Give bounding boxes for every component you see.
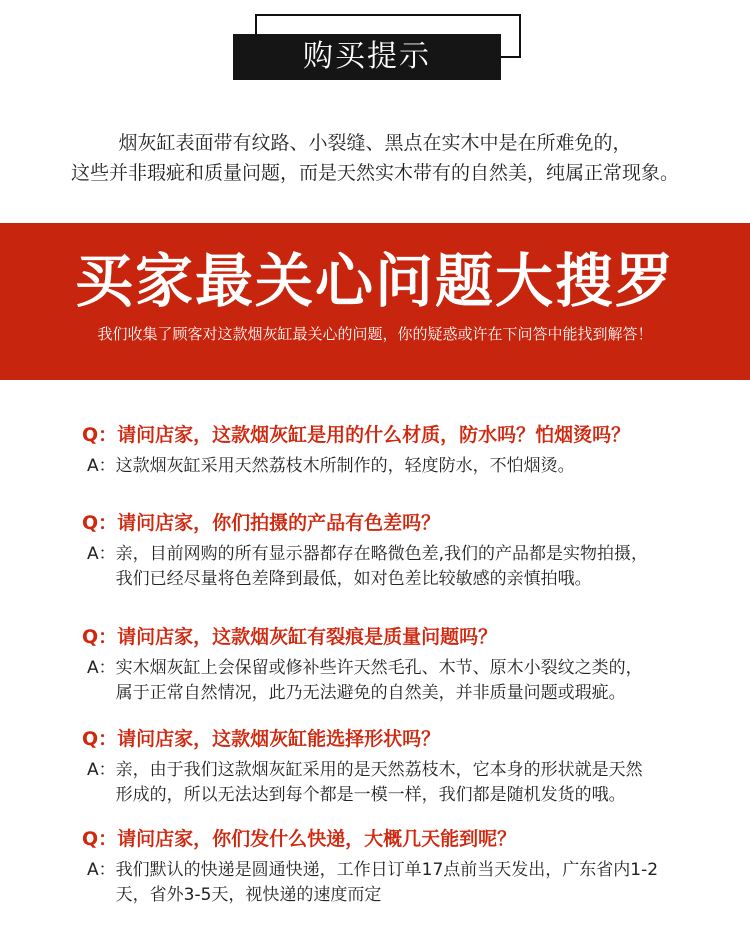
faq-banner	[0, 223, 750, 380]
answer-line: 天，省外3-5天，视快递的速度而定	[115, 885, 382, 905]
faq-question: Q：请问店家，这款烟灰缸是用的什么材质，防水吗？怕烟烫吗？	[82, 424, 631, 446]
banner-subtitle: 我们收集了顾客对这款烟灰缸最关心的问题，你的疑惑或许在下问答中能找到解答！	[97, 325, 653, 343]
answer-prefix: A：	[87, 658, 116, 678]
answer-line: 这款烟灰缸采用天然荔枝木所制作的，轻度防水，不怕烟烫。	[115, 456, 575, 476]
answer-line: 形成的，所以无法达到每个都是一模一样，我们都是随机发货的哦。	[115, 785, 626, 805]
faq-answer	[87, 858, 658, 908]
header	[0, 0, 750, 100]
answer-prefix: A：	[87, 860, 116, 880]
answer-line: 亲，由于我们这款烟灰缸采用的是天然荔枝木，它本身的形状就是天然	[115, 760, 643, 780]
answer-prefix: A：	[87, 456, 116, 476]
purchase-notice	[0, 128, 750, 188]
banner-title: 买家最关心问题大搜罗	[74, 247, 675, 315]
faq-item	[0, 420, 630, 479]
page-title: 购买提示	[233, 34, 501, 80]
answer-prefix: A：	[87, 760, 116, 780]
answer-line: 我们默认的快递是圆通快递，工作日订单17点前当天发出，广东省内1-2	[115, 860, 659, 880]
answer-line: 实木烟灰缸上会保留或修补些许天然毛孔、木节、原木小裂纹之类的，	[115, 658, 643, 678]
faq-item	[0, 724, 643, 808]
faq-question: Q：请问店家，你们发什么快递，大概几天能到呢？	[82, 828, 517, 850]
faq-item	[0, 508, 648, 592]
faq-item	[0, 622, 643, 706]
answer-line: 亲，目前网购的所有显示器都存在略微色差,我们的产品都是实物拍摄，	[115, 544, 649, 564]
answer-line: 属于正常自然情况，此乃无法避免的自然美，并非质量问题或瑕疵。	[115, 683, 626, 703]
notice-line-1: 烟灰缸表面带有纹路、小裂缝、黑点在实木中是在所难免的，	[118, 132, 632, 154]
faq-answer	[87, 656, 643, 706]
faq-question: Q：请问店家，这款烟灰缸能选择形状吗？	[82, 728, 441, 750]
faq-question: Q：请问店家，你们拍摄的产品有色差吗？	[82, 512, 441, 534]
faq-question: Q：请问店家，这款烟灰缸有裂痕是质量问题吗？	[82, 626, 498, 648]
faq-answer	[87, 454, 630, 479]
answer-line: 我们已经尽量将色差降到最低，如对色差比较敏感的亲慎拍哦。	[115, 569, 592, 589]
answer-prefix: A：	[87, 544, 116, 564]
faq-answer	[87, 758, 643, 808]
faq-answer	[87, 542, 648, 592]
notice-line-2: 这些并非瑕疵和质量问题，而是天然实木带有的自然美，纯属正常现象。	[70, 162, 679, 184]
faq-item	[0, 824, 658, 908]
